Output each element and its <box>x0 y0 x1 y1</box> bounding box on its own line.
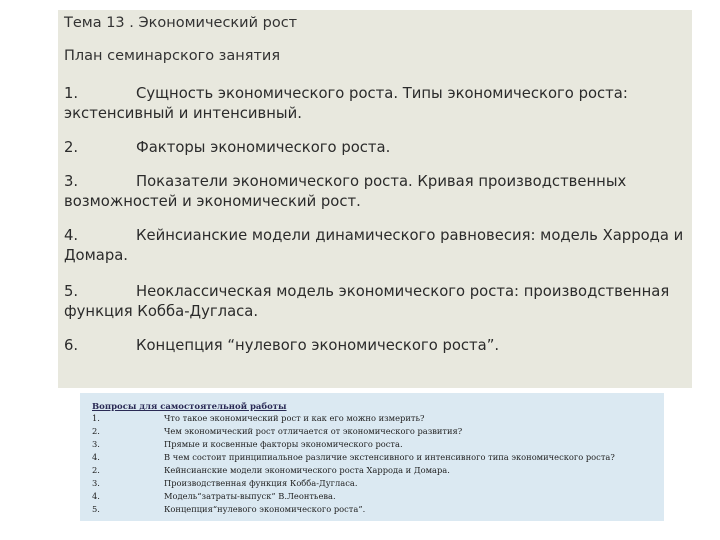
question-row <box>92 439 662 450</box>
question-row <box>92 491 662 502</box>
question-row <box>92 465 662 476</box>
plan-item-4 <box>64 226 684 266</box>
question-text: Чем экономический рост отличается от экономического развития? <box>164 426 463 436</box>
plan-item-text-cont: возможностей и экономический рост. <box>64 193 361 210</box>
plan-item-number: 2. <box>64 139 79 156</box>
question-text: Что такое экономический рост и как его можно измерить? <box>164 413 425 423</box>
question-row <box>92 478 662 489</box>
plan-item-3 <box>64 172 684 212</box>
plan-item-number: 3. <box>64 173 79 190</box>
plan-item-text: Сущность экономического роста. Типы экономического роста: <box>136 85 628 102</box>
plan-item-text: Концепция “нулевого экономического роста”. <box>136 337 500 354</box>
plan-item-number: 1. <box>64 85 79 102</box>
question-text: Кейнсианские модели экономического роста Харрода и Домара. <box>164 465 450 475</box>
question-text: Производственная функция Кобба-Дугласа. <box>164 478 358 488</box>
plan-item-number: 6. <box>64 337 79 354</box>
question-number: 2. <box>92 465 100 475</box>
question-number: 2. <box>92 426 100 436</box>
question-text: В чем состоит принципиальное различие экстенсивного и интенсивного типа экономического роста? <box>164 452 615 462</box>
plan-item-1 <box>64 84 684 124</box>
plan-item-text: Показатели экономического роста. Кривая производственных <box>136 173 627 190</box>
plan-heading: План семинарского занятия <box>64 48 281 64</box>
self-study-heading: Вопросы для самостоятельной работы <box>92 402 287 412</box>
plan-item-2 <box>64 138 684 158</box>
plan-item-number: 5. <box>64 283 79 300</box>
plan-item-text-cont: функция Кобба-Дугласа. <box>64 303 259 320</box>
question-number: 4. <box>92 491 100 501</box>
question-text: Прямые и косвенные факторы экономического роста. <box>164 439 403 449</box>
question-row <box>92 504 662 515</box>
question-text: Концепция“нулевого экономического роста”. <box>164 504 366 514</box>
question-number: 4. <box>92 452 100 462</box>
plan-item-text-cont: Домара. <box>64 247 129 264</box>
plan-item-text-cont: экстенсивный и интенсивный. <box>64 105 302 122</box>
question-number: 3. <box>92 478 100 488</box>
plan-item-5 <box>64 282 684 322</box>
plan-item-text: Кейнсианские модели динамического равновесия: модель Харрода и <box>136 227 684 244</box>
plan-item-text: Факторы экономического роста. <box>136 139 391 156</box>
plan-item-number: 4. <box>64 227 79 244</box>
question-text: Модель“затраты-выпуск” В.Леонтьева. <box>164 491 336 501</box>
question-number: 3. <box>92 439 100 449</box>
question-row <box>92 452 662 463</box>
plan-item-text: Неоклассическая модель экономического роста: производственная <box>136 283 670 300</box>
question-row <box>92 413 662 424</box>
question-row <box>92 426 662 437</box>
page-title: Тема 13 . Экономический рост <box>64 15 298 31</box>
question-number: 5. <box>92 504 100 514</box>
question-number: 1. <box>92 413 100 423</box>
plan-item-6 <box>64 336 684 356</box>
